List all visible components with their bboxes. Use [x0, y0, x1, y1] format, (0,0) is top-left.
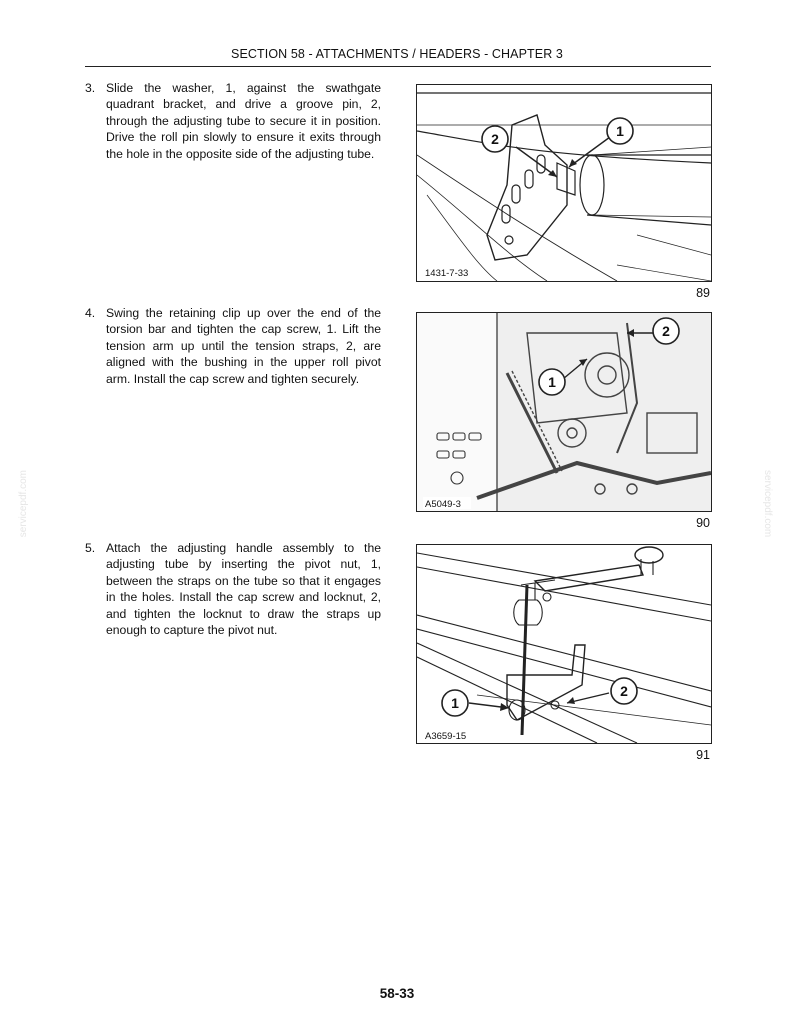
- svg-text:1: 1: [451, 695, 459, 711]
- step-number: 4.: [85, 306, 96, 320]
- callout-2: [653, 318, 679, 344]
- step-4: [85, 305, 381, 387]
- figure-number: 90: [696, 516, 710, 530]
- svg-text:1: 1: [548, 374, 556, 390]
- step-text: Slide the washer, 1, against the swathgate quadrant bracket, and drive a groove pin, 2, through the adjusting tube to secure it in position. Drive the roll pin slowly to ensure it exits through the hole in the opposite side of the adjusting tube.: [106, 81, 381, 161]
- figure-number: 91: [696, 748, 710, 762]
- page-header: SECTION 58 - ATTACHMENTS / HEADERS - CHAPTER 3: [231, 47, 563, 61]
- step-text: Attach the adjusting handle assembly to the adjusting tube by inserting the pivot nut, 1, between the straps on the tube so that it engages in the holes. Install the cap screw and locknut, 2, and tighten the locknut to draw the straps up enough to capture the pivot nut.: [106, 541, 381, 638]
- callout-1: [539, 369, 565, 395]
- figure-code: A3659-15: [425, 731, 467, 742]
- callout-2: [482, 126, 508, 152]
- step-5: [85, 540, 381, 638]
- figure-code: A5049-3: [425, 499, 461, 510]
- svg-text:1: 1: [616, 123, 624, 139]
- watermark-right: servicepdf.com: [762, 470, 773, 538]
- watermark-left: servicepdf.com: [18, 470, 29, 538]
- page-number: 58-33: [379, 986, 415, 1001]
- figure-code: 1431-7-33: [425, 268, 469, 279]
- svg-text:2: 2: [620, 683, 628, 699]
- callout-2: [611, 678, 637, 704]
- step-text: Swing the retaining clip up over the end of the torsion bar and tighten the cap screw, 1. Lift the tension arm up until the tension straps, 2, are aligned with the bushing in the upper roll pivot arm. Install the cap screw and tighten securely.: [106, 306, 381, 386]
- header-rule: [85, 66, 711, 67]
- callout-1: [442, 690, 468, 716]
- svg-text:2: 2: [491, 131, 499, 147]
- svg-text:2: 2: [662, 323, 670, 339]
- step-number: 3.: [85, 81, 96, 95]
- step-number: 5.: [85, 541, 96, 555]
- figure-91-illustration: [416, 544, 712, 744]
- figure-89-illustration: [416, 84, 712, 282]
- callout-1: [607, 118, 633, 144]
- figure-number: 89: [696, 286, 710, 300]
- step-3: [85, 80, 381, 162]
- figure-90-photo: [416, 312, 712, 512]
